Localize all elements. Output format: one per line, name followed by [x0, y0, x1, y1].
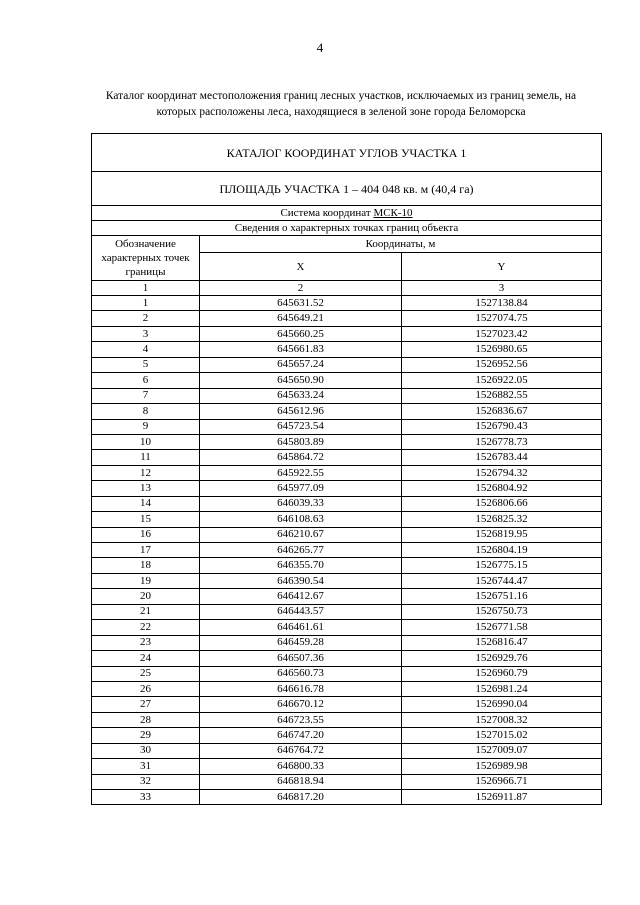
table-row: [92, 635, 602, 650]
y-coordinate-cell: 1526804.92: [402, 481, 602, 496]
y-coordinate-cell: 1526783.44: [402, 450, 602, 465]
x-coordinate-cell: 645631.52: [200, 296, 402, 311]
y-coordinate-cell: 1526922.05: [402, 373, 602, 388]
table-row: [92, 759, 602, 774]
table-row: [92, 697, 602, 712]
table-row: [92, 357, 602, 372]
y-coordinate-cell: 1527138.84: [402, 296, 602, 311]
table-row: [92, 651, 602, 666]
x-coordinate-cell: 646039.33: [200, 496, 402, 511]
x-coordinate-cell: 645864.72: [200, 450, 402, 465]
header-row: [92, 236, 602, 253]
table-row: [92, 573, 602, 588]
y-coordinate-cell: 1526778.73: [402, 434, 602, 449]
x-coordinate-cell: 646355.70: [200, 558, 402, 573]
point-number-cell: 2: [92, 311, 200, 326]
coordinate-system: [92, 206, 602, 221]
points-info-row: [92, 221, 602, 236]
table-row: [92, 342, 602, 357]
x-coordinate-cell: 646670.12: [200, 697, 402, 712]
table-row: [92, 419, 602, 434]
coordinates-table: [91, 133, 602, 805]
point-number-cell: 29: [92, 728, 200, 743]
table-row: [92, 373, 602, 388]
y-coordinate-cell: 1526751.16: [402, 589, 602, 604]
y-coordinate-cell: 1526825.32: [402, 512, 602, 527]
table-row: [92, 589, 602, 604]
document-caption: Каталог координат местоположения границ лесных участков, исключаемых из границ земель, на которых расположены леса, находящиеся в зеленой зоне города Беломорска: [105, 90, 577, 118]
point-number-cell: 32: [92, 774, 200, 789]
x-coordinate-cell: 646507.36: [200, 651, 402, 666]
y-coordinate-cell: 1526960.79: [402, 666, 602, 681]
col-x-header: X: [200, 253, 402, 281]
table-row: [92, 681, 602, 696]
y-coordinate-cell: 1526819.95: [402, 527, 602, 542]
point-number-cell: 4: [92, 342, 200, 357]
y-coordinate-cell: 1527023.42: [402, 326, 602, 341]
x-coordinate-cell: 646443.57: [200, 604, 402, 619]
y-coordinate-cell: 1526989.98: [402, 759, 602, 774]
y-coordinate-cell: 1526882.55: [402, 388, 602, 403]
point-number-cell: 1: [92, 296, 200, 311]
y-coordinate-cell: 1526990.04: [402, 697, 602, 712]
y-coordinate-cell: 1527009.07: [402, 743, 602, 758]
x-coordinate-cell: 645612.96: [200, 404, 402, 419]
x-coordinate-cell: 646390.54: [200, 573, 402, 588]
point-number-cell: 9: [92, 419, 200, 434]
y-coordinate-cell: 1527008.32: [402, 712, 602, 727]
points-info: Сведения о характерных точках границ объекта: [92, 221, 602, 236]
title-row: [92, 134, 602, 172]
x-coordinate-cell: 645723.54: [200, 419, 402, 434]
point-number-cell: 21: [92, 604, 200, 619]
point-number-cell: 13: [92, 481, 200, 496]
x-coordinate-cell: 646210.67: [200, 527, 402, 542]
point-number-cell: 33: [92, 790, 200, 805]
y-coordinate-cell: 1526806.66: [402, 496, 602, 511]
x-coordinate-cell: 646560.73: [200, 666, 402, 681]
col-y-header: Y: [402, 253, 602, 281]
table-row: [92, 326, 602, 341]
point-number-cell: 31: [92, 759, 200, 774]
x-coordinate-cell: 645803.89: [200, 434, 402, 449]
table-row: [92, 728, 602, 743]
x-coordinate-cell: 645922.55: [200, 465, 402, 480]
point-number-cell: 27: [92, 697, 200, 712]
x-coordinate-cell: 645661.83: [200, 342, 402, 357]
point-number-cell: 25: [92, 666, 200, 681]
table-row: [92, 543, 602, 558]
table-row: [92, 774, 602, 789]
point-number-cell: 12: [92, 465, 200, 480]
x-coordinate-cell: 646108.63: [200, 512, 402, 527]
point-number-cell: 20: [92, 589, 200, 604]
point-number-cell: 30: [92, 743, 200, 758]
table-row: [92, 666, 602, 681]
x-coordinate-cell: 645649.21: [200, 311, 402, 326]
table-row: [92, 790, 602, 805]
y-coordinate-cell: 1526775.15: [402, 558, 602, 573]
table-row: [92, 527, 602, 542]
point-number-cell: 14: [92, 496, 200, 511]
point-number-cell: 8: [92, 404, 200, 419]
y-coordinate-cell: 1526952.56: [402, 357, 602, 372]
y-coordinate-cell: 1526966.71: [402, 774, 602, 789]
point-number-cell: 6: [92, 373, 200, 388]
y-coordinate-cell: 1526750.73: [402, 604, 602, 619]
x-coordinate-cell: 646461.61: [200, 620, 402, 635]
x-coordinate-cell: 645660.25: [200, 326, 402, 341]
table-row: [92, 404, 602, 419]
y-coordinate-cell: 1526836.67: [402, 404, 602, 419]
table-row: [92, 620, 602, 635]
x-coordinate-cell: 646616.78: [200, 681, 402, 696]
table-row: [92, 712, 602, 727]
page-number: 4: [316, 40, 324, 55]
x-coordinate-cell: 646747.20: [200, 728, 402, 743]
y-coordinate-cell: 1527015.02: [402, 728, 602, 743]
y-coordinate-cell: 1526816.47: [402, 635, 602, 650]
x-coordinate-cell: 646817.20: [200, 790, 402, 805]
table-row: [92, 388, 602, 403]
column-number-row: [92, 281, 602, 296]
table-row: [92, 311, 602, 326]
table-title: КАТАЛОГ КООРДИНАТ УГЛОВ УЧАСТКА 1: [92, 134, 602, 172]
col-coords-header: Координаты, м: [200, 236, 602, 253]
point-number-cell: 7: [92, 388, 200, 403]
x-coordinate-cell: 645657.24: [200, 357, 402, 372]
x-coordinate-cell: 646723.55: [200, 712, 402, 727]
y-coordinate-cell: 1526980.65: [402, 342, 602, 357]
coordinate-system-label: Система координат: [280, 207, 374, 219]
coordinate-system-value: МСК-10: [373, 207, 413, 219]
point-number-cell: 26: [92, 681, 200, 696]
col-number-3: 3: [402, 281, 602, 296]
point-number-cell: 18: [92, 558, 200, 573]
y-coordinate-cell: 1526744.47: [402, 573, 602, 588]
point-number-cell: 17: [92, 543, 200, 558]
col-point-header: Обозначение характерных точек границы: [92, 236, 200, 281]
table-row: [92, 450, 602, 465]
point-number-cell: 16: [92, 527, 200, 542]
y-coordinate-cell: 1526771.58: [402, 620, 602, 635]
x-coordinate-cell: 646818.94: [200, 774, 402, 789]
y-coordinate-cell: 1526804.19: [402, 543, 602, 558]
col-number-1: 1: [92, 281, 200, 296]
table-row: [92, 434, 602, 449]
x-coordinate-cell: 646800.33: [200, 759, 402, 774]
x-coordinate-cell: 645650.90: [200, 373, 402, 388]
point-number-cell: 11: [92, 450, 200, 465]
point-number-cell: 15: [92, 512, 200, 527]
table-row: [92, 481, 602, 496]
x-coordinate-cell: 646412.67: [200, 589, 402, 604]
area-info: ПЛОЩАДЬ УЧАСТКА 1 – 404 048 кв. м (40,4 га): [92, 172, 602, 206]
point-number-cell: 3: [92, 326, 200, 341]
area-row: [92, 172, 602, 206]
y-coordinate-cell: 1526911.87: [402, 790, 602, 805]
table-row: [92, 512, 602, 527]
point-number-cell: 5: [92, 357, 200, 372]
table-row: [92, 743, 602, 758]
x-coordinate-cell: 646459.28: [200, 635, 402, 650]
point-number-cell: 10: [92, 434, 200, 449]
y-coordinate-cell: 1526790.43: [402, 419, 602, 434]
table-row: [92, 604, 602, 619]
y-coordinate-cell: 1526981.24: [402, 681, 602, 696]
table-row: [92, 465, 602, 480]
x-coordinate-cell: 646265.77: [200, 543, 402, 558]
table-row: [92, 558, 602, 573]
col-number-2: 2: [200, 281, 402, 296]
y-coordinate-cell: 1526794.32: [402, 465, 602, 480]
point-number-cell: 19: [92, 573, 200, 588]
x-coordinate-cell: 646764.72: [200, 743, 402, 758]
system-row: [92, 206, 602, 221]
point-number-cell: 28: [92, 712, 200, 727]
x-coordinate-cell: 645633.24: [200, 388, 402, 403]
y-coordinate-cell: 1526929.76: [402, 651, 602, 666]
table-row: [92, 496, 602, 511]
point-number-cell: 23: [92, 635, 200, 650]
x-coordinate-cell: 645977.09: [200, 481, 402, 496]
y-coordinate-cell: 1527074.75: [402, 311, 602, 326]
point-number-cell: 24: [92, 651, 200, 666]
table-row: [92, 296, 602, 311]
point-number-cell: 22: [92, 620, 200, 635]
